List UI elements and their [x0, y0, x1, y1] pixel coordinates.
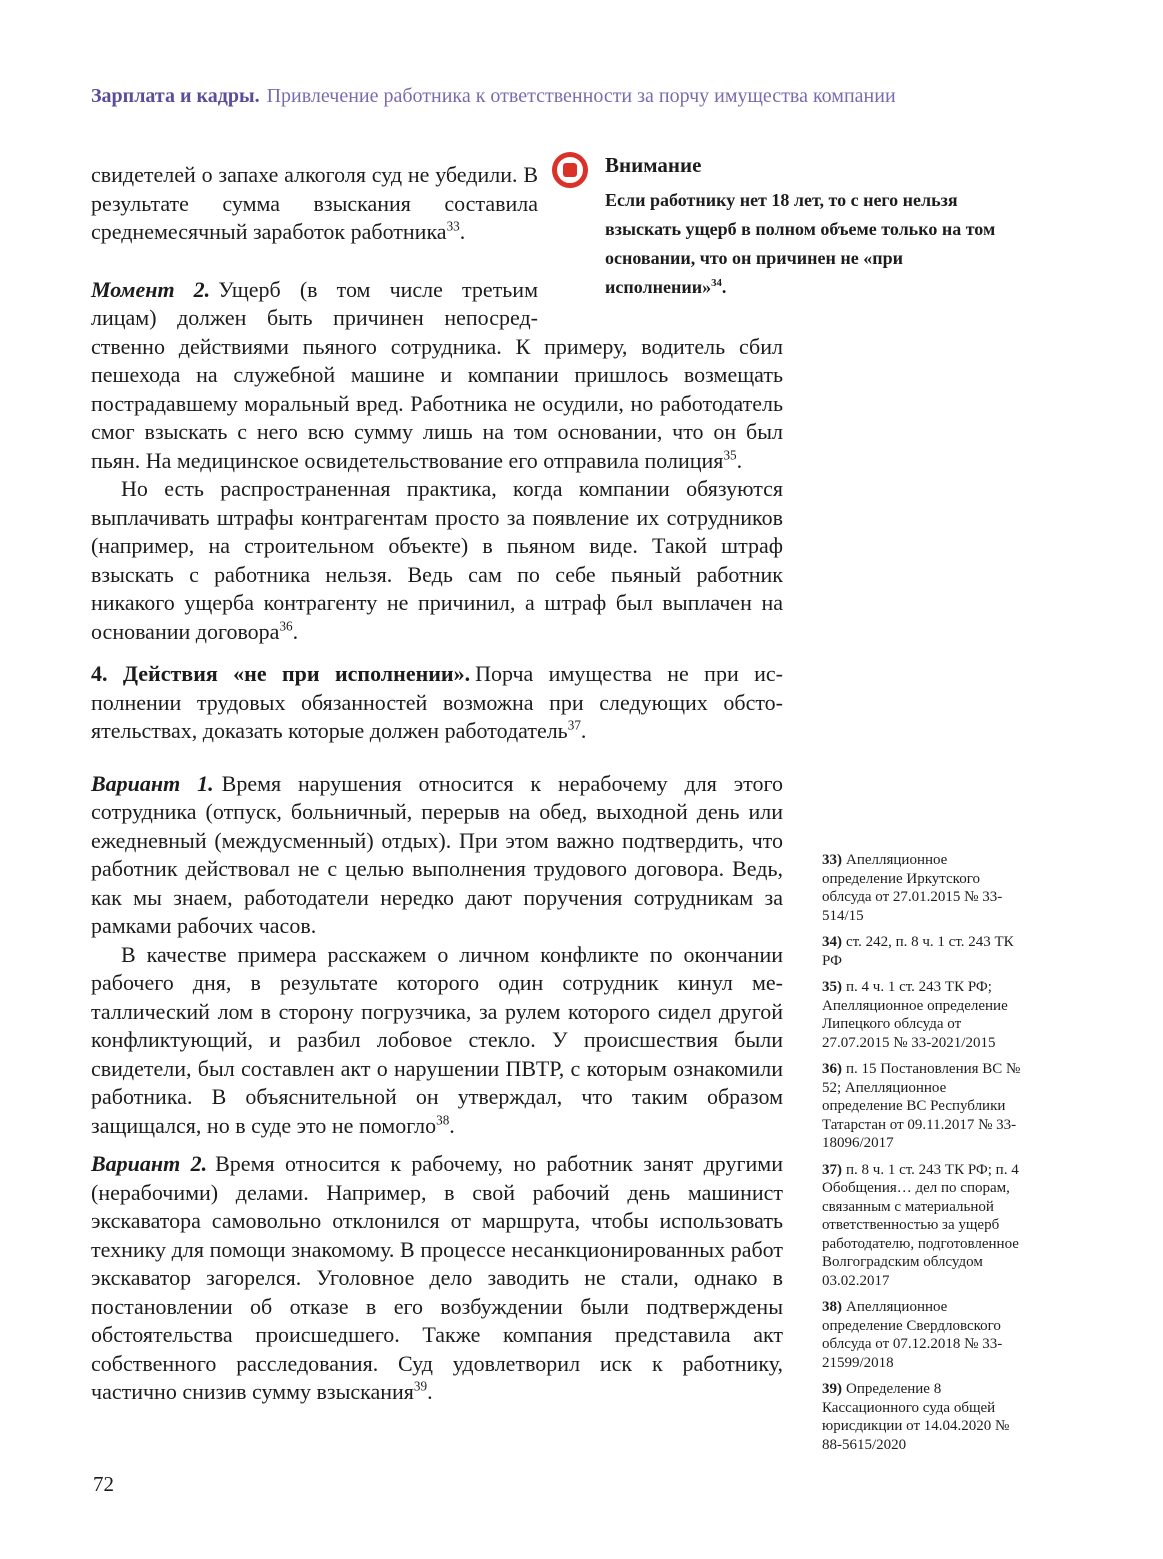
footnote-text: п. 4 ч. 1 ст. 243 ТК РФ; Апелляционное определение Липецкого облсуда от 27.07.2015 № 33-2021/2015 — [822, 979, 1008, 1051]
footnote-38 — [822, 1298, 1022, 1372]
paragraph-section-4: 4. Действия «не при исполнении». Порча имущества не при исполнении трудовых обязанностей возможна при следующих обстоятельствах, доказать которые должен работодатель$^{37}$. — [91, 661, 783, 743]
page-number: 72 — [93, 1472, 114, 1496]
footnote-number: 34) — [822, 934, 842, 950]
rubric-title: Зарплата и кадры. — [91, 85, 260, 107]
footnote-number: 37) — [822, 1161, 842, 1178]
footnote-text: п. 8 ч. 1 ст. 243 ТК РФ; п. 4 Обобщения… дел по спорам, связанным с материальной ответственностью за ущерб работодателю, подготовленное Волгоградским облсудом 03.02.2017 — [822, 1161, 1019, 1289]
paragraph-example-conflict: В качестве примера расскажем о личном конфликте по окончании рабочего дня, в результате которого один сотрудник кинул металлический лом в сторону погрузчика, за рулем которого сидел другой конфликтующий, и разбил лобовое стекло. У происшествия были свидетели, был составлен акт о нарушении ПВТР, с которым ознакомили работника. В объяснительной он утверждал, что таким образом защищался, но в суде это не помогло$^{38}$. — [91, 941, 783, 1138]
paragraph-moment-2 — [91, 276, 783, 476]
footnote-number: 33) — [822, 852, 842, 868]
footnote-37 — [822, 1161, 1022, 1291]
attention-text: Если работнику нет 18 лет, то с него нельзя взыскать ущерб в полном объеме только на том основании, что он причинен не «при исполнении»$^{34}$. — [605, 190, 996, 297]
paragraph-continuation: свидетелей о запахе алкоголя суд не убедили. В результате сумма взыскания составила среднемесячный заработок работника$^{33}$. — [91, 162, 538, 244]
footnote-36 — [822, 1060, 1022, 1153]
footnote-33 — [822, 851, 1022, 925]
attention-title: Внимание — [605, 153, 702, 177]
page-header — [91, 84, 896, 108]
footnote-35 — [822, 978, 1022, 1052]
paragraph-variant-1: Вариант 1. Время нарушения относится к нерабочему для этого сотрудника (отпуск, больничный, перерыв на обед, выходной день или ежедневный (междусменный) отдых). При этом важно подтвердить, что работник действовал не с целью выполнения трудового договора. Ведь, как мы знаем, работодатели нередко дают поручения сотрудникам за рамками рабочих часов. — [91, 770, 783, 938]
footnote-text: Определение 8 Кассационного суда общей юрисдикции от 14.04.2020 № 88-5615/2020 — [822, 1381, 1010, 1453]
footnote-number: 36) — [822, 1061, 842, 1077]
text-wrap-spacer — [538, 276, 783, 333]
footnote-text: ст. 242, п. 8 ч. 1 ст. 243 ТК РФ — [822, 934, 1014, 969]
paragraph-fines-practice: Но есть распространенная практика, когда компании обязуются выплачивать штрафы контрагентам просто за появление их сотрудников (например, на строительном объекте) в пьяном виде. Такой штраф взыскать с работника нельзя. Ведь сам по себе пьяный работник никакого ущерба контрагенту не причинил, а штраф был выплачен на основании договора$^{36}$. — [91, 476, 783, 644]
footnote-39 — [822, 1380, 1022, 1454]
footnote-text: Апелляционное определение Иркутского облсуда от 27.01.2015 № 33-514/15 — [822, 852, 1003, 924]
footnote-number: 39) — [822, 1381, 842, 1397]
footnote-text: Апелляционное определение Свердловского облсуда от 07.12.2018 № 33-21599/2018 — [822, 1299, 1003, 1371]
article-title: Привлечение работника к ответственности за порчу имущества компании — [266, 85, 896, 107]
footnote-number: 38) — [822, 1299, 842, 1315]
paragraph-moment-2-text: Момент 2. Ущерб (в том числе третьим лицам) должен быть причинен непосредственно действиями пьяного сотрудника. К примеру, водитель сбил пешехода на служебной машине и компании пришлось возмещать пострадавшему моральный вред. Работника не осудили, но работодатель смог взыскать с него всю сумму лишь на том основании, что он был пьян. На медицинское освидетельствование его отправила полиция$^{35}$. — [91, 276, 783, 473]
paragraph-variant-2: Вариант 2. Время относится к рабочему, но работник занят другими (нерабочими) делами. Например, в свой рабочий день машинист экскаватора самовольно отклонился от маршрута, чтобы использовать технику для помощи знакомому. В процессе несанкционированных работ экскаватор загорелся. Уголовное дело заводить не стали, однако в постановлении об отказе в его возбуждении были подтверждены обстоятельства происшедшего. Также компания представила акт собственного расследования. Суд удовлетворил иск к работнику, частично снизив сумму взыскания$^{39}$. — [91, 1151, 783, 1404]
article-body — [91, 161, 783, 1407]
footnote-number: 35) — [822, 979, 842, 995]
footnote-text: п. 15 Постановления ВС № 52; Апелляционное определение ВС Республики Татарстан от 09.11.2017 № 33-18096/2017 — [822, 1061, 1021, 1151]
footnote-34 — [822, 933, 1022, 970]
footnotes-sidebar — [822, 851, 1022, 1462]
